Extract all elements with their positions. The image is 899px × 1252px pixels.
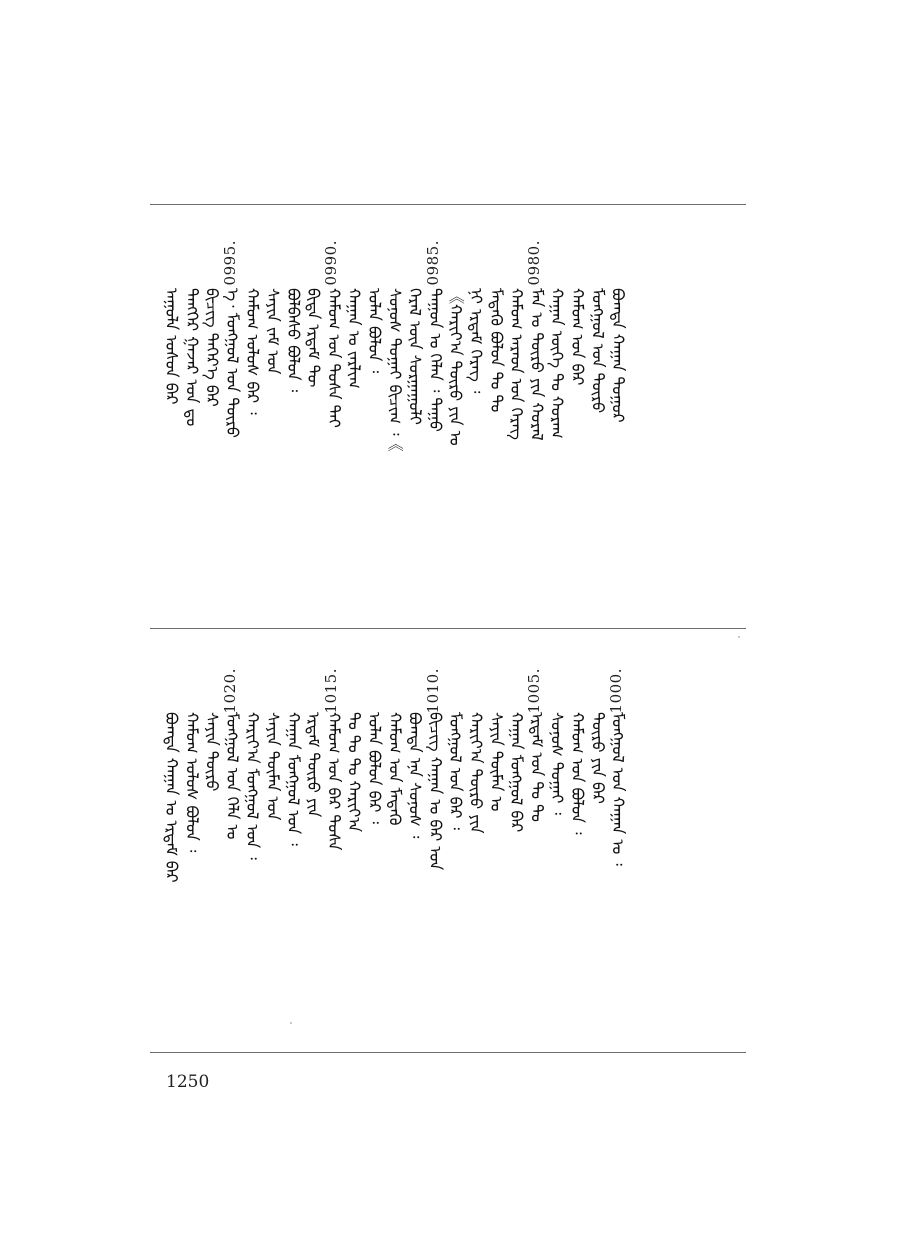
verse-line: ᠪᠢᠴᠢᠭ ᠬᠠᠭᠠᠨ ᠤ ᠪᠡᠷ ᠤᠨ — [425, 712, 445, 871]
verse-line: ᠬᠠᠭᠠᠨ ᠮᠣᠩᠭᠣᠯ ᠤᠨ ᠄ — [283, 712, 303, 846]
verse-line: ᠬᠠᠭᠠᠨ ᠮᠣᠩᠭᠣᠯ ᠪᠡᠷ — [507, 712, 527, 833]
verse-line: ᠬᠠᠮᠤᠭ ᠤᠨ ᠪᠡᠷ — [568, 288, 587, 386]
verse-line: ᠮᠣᠩᠭᠣᠯ ᠤᠨ ᠬᠠᠭᠠᠨ ᠤ ᠄ — [608, 712, 628, 866]
verse-line: ᠬᠠᠮᠤᠭ ᠤᠨ ᠪᠣᠯᠤᠨ ᠄ — [568, 712, 587, 835]
verse-line: ᠬᠠᠭᠠᠨ ᠤ ᠵᠠᠷᠯᠢᠭ — [344, 288, 364, 389]
verse-line: ᠰᠠᠶᠢᠨ ᠲᠦᠮᠡᠨ ᠤᠨ — [263, 712, 283, 821]
verse-line: ᠠᠭᠤᠯᠠ ᠤᠰᠤᠨ ᠪᠡᠷ — [162, 288, 181, 405]
line-number: 0980. — [525, 240, 544, 286]
verse-line: ᠲᠤ ᠲᠤ ᠲᠤ ᠬᠠᠷᠢᠶ᠎ᠠ — [344, 712, 364, 833]
verse-line: ᠬᠠᠮᠤᠭ ᠤᠨ ᠲᠤᠰᠠ ᠲᠠᠢ — [324, 288, 344, 428]
line-number: 0995. — [220, 240, 239, 286]
verse-line: ᠬᠠᠮᠤᠭ ᠠᠷᠠᠳ ᠤᠨ ᠬᠡᠷᠡᠭ — [507, 288, 527, 440]
verse-line: ᠡ᠂ ᠮᠣᠩᠭᠣᠯ ᠤᠨ ᠲᠥᠷᠥ — [222, 288, 242, 438]
line-number: 1000. — [606, 668, 625, 714]
verse-line: ᠲᠦᠷᠦ ᠶᠢᠨ ᠪᠡᠷ — [588, 712, 608, 804]
bottom-divider — [150, 1052, 746, 1053]
verse-line: ᠪᠣᠭᠳᠠ ᠬᠠᠭᠠᠨ ᠲᠤᠭᠤᠷ — [608, 288, 628, 423]
scan-speck — [738, 636, 740, 638]
page-number: 1250 — [166, 1072, 210, 1092]
line-number: 1015. — [322, 668, 341, 714]
top-divider — [150, 204, 746, 205]
verse-line: ᠨᠢ ᠡᠷᠳᠡᠮ ᠬᠡᠷᠡᠭ ᠄ — [466, 288, 486, 394]
middle-divider — [150, 628, 746, 629]
verse-line: ᠮᠣᠩᠭᠣᠯ ᠤᠨ ᠬᠡᠯᠡ ᠤ — [222, 712, 242, 840]
verse-line: ᠰᠠᠶᠢᠨ ᠵᠠᠮ ᠤᠨ — [263, 288, 283, 375]
line-number: 1010. — [423, 668, 442, 714]
verse-line: ᠮᠠᠨ ᠤ ᠲᠦᠷᠦ ᠶᠢᠨ ᠬᠤᠷᠠᠯ — [527, 288, 547, 441]
verse-line: ᠰᠠᠶᠢᠨ ᠲᠥᠷᠥ — [202, 712, 222, 792]
verse-line: ᠮᠣᠩᠭᠣᠯ ᠤᠨ ᠪᠡᠷ ᠄ — [446, 712, 466, 831]
verse-line: ᠰᠣᠨᠣᠰ ᠲᠤᠭᠠᠢ ᠄ — [547, 712, 567, 815]
verse-line: ᠬᠠᠮᠤᠭ ᠤᠨ ᠪᠡᠷ ᠲᠤᠰᠠ — [324, 712, 344, 851]
verse-line: ᠬᠠᠭᠠᠨ ᠦᠭᠡ ᠲᠤ ᠬᠤᠷᠠᠭ — [547, 288, 567, 439]
verse-line: ᠪᠢᠴᠢᠭ ᠳᠡᠭᠡᠷ᠎ᠡ ᠪᠠᠷ — [202, 288, 222, 407]
line-number: 0990. — [322, 240, 341, 286]
verse-line: ᠬᠠᠷᠢᠶ᠎ᠠ ᠮᠣᠩᠭᠣᠯ ᠤᠨ ᠄ — [243, 712, 263, 860]
verse-line: ᠳᠠᠭᠤᠨ ᠤ ᠬᠡᠯᠡᠨ ᠄ ᠳᠠᠭᠤ — [425, 288, 445, 432]
scan-speck — [290, 1022, 292, 1024]
line-number: 0985. — [423, 240, 442, 286]
verse-line: ᠣᠯᠠᠨ ᠪᠣᠯᠤᠨ ᠪᠡᠷ ᠄ — [365, 712, 384, 824]
verse-line: ᠡᠷᠳᠡᠮ ᠲᠦᠷᠦ ᠶᠢᠨ — [304, 712, 324, 818]
line-number: 1005. — [525, 668, 544, 714]
verse-line: ᠪᠣᠯᠪᠠᠰᠤ ᠪᠣᠯᠤᠨ ᠄ — [283, 288, 303, 393]
verse-line: ᠣᠯᠠᠨ ᠪᠣᠯᠤᠨ ᠄ — [365, 288, 384, 374]
verse-line: 《ᠬᠠᠷᠢᠶ᠎ᠠ ᠲᠦᠷᠦ ᠶᠢᠨ ᠤ — [446, 288, 466, 446]
verse-line: ᠰᠣᠨᠣᠰ ᠲᠤᠭᠠᠢ ᠪᠢᠴᠢᠭ᠋ ᠄《 — [385, 288, 405, 452]
verse-line: ᠪᠢᠳᠡ ᠡᠷᠳᠡᠮ ᠲᠦ — [304, 288, 324, 388]
verse-line: ᠮᠡᠳᠡᠬᠦ ᠪᠣᠯᠤᠨ ᠲᠤ ᠲᠤ — [486, 288, 506, 413]
line-number: 1020. — [220, 668, 239, 714]
verse-line: ᠬᠠᠷᠢᠶ᠎ᠠ ᠲᠦᠷᠦ ᠶᠢᠨ — [466, 712, 486, 834]
verse-line: ᠡᠷᠳᠡᠮ ᠤᠨ ᠲᠤ ᠲᠤ — [527, 712, 547, 822]
verse-line: ᠲᠡᠩᠭᠡᠷ ᠭᠠᠵᠠᠷ ᠤᠨ ᠳᠤ — [182, 288, 202, 427]
verse-line: ᠮᠣᠩᠭᠣᠯ ᠤᠨ ᠲᠥᠷᠥ — [588, 288, 608, 414]
verse-line: ᠪᠣᠭᠳᠠ ᠡᠨᠡ ᠰᠣᠨᠣᠰ ᠄ — [405, 712, 425, 839]
verse-line: ᠭᠡᠷᠡᠯ ᠦᠨ ᠰᠤᠷᠭᠠᠭᠤᠯᠢ — [405, 288, 425, 425]
verse-line: ᠪᠣᠭᠳᠠ ᠬᠠᠭᠠᠨ ᠤ ᠡᠷᠳᠡᠮ ᠪᠡᠷ — [162, 712, 181, 883]
verse-line: ᠰᠠᠶᠢᠨ ᠲᠦᠮᠡᠨ ᠤ — [486, 712, 506, 812]
verse-line: ᠬᠠᠮᠤᠭ ᠤᠯᠤᠰ ᠪᠡᠷ ᠄ — [243, 288, 263, 415]
verse-line: ᠬᠠᠮᠤᠭ ᠤᠨ ᠮᠡᠳᠡᠬᠦ — [385, 712, 405, 826]
verse-line: ᠬᠠᠮᠤᠭ ᠤᠯᠤᠰ ᠪᠣᠯᠤᠨ ᠄ — [182, 712, 202, 853]
